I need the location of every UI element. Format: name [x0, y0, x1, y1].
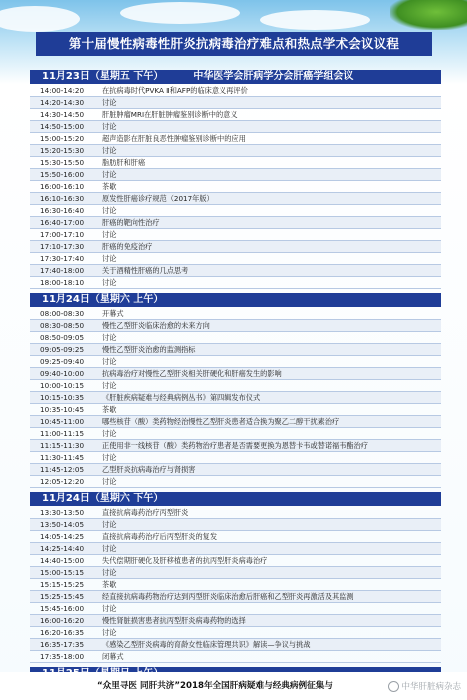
- footer-text: “众里寻医 同肝共济”2018年全国肝病疑难与经典病例征集与: [0, 672, 467, 700]
- agenda-time: 14:30-14:50: [40, 110, 85, 119]
- agenda-row: [30, 133, 441, 145]
- cloud-decoration: [120, 2, 240, 24]
- agenda-topic: 讨论: [102, 357, 117, 366]
- agenda-row: [30, 627, 441, 639]
- agenda-row: [30, 85, 441, 97]
- page-title: 第十届慢性病毒性肝炎抗病毒治疗难点和热点学术会议议程: [36, 32, 432, 56]
- agenda-row: [30, 169, 441, 181]
- agenda-topic: 讨论: [102, 628, 117, 637]
- agenda-topic: 在抗病毒时代PVKA Ⅱ和AFP的临床意义再评价: [102, 86, 248, 95]
- agenda-row: [30, 205, 441, 217]
- agenda-topic: 讨论: [102, 381, 117, 390]
- agenda-topic: 讨论: [102, 146, 117, 155]
- agenda-time: 11:00-11:15: [40, 429, 85, 438]
- agenda-topic: 讨论: [102, 544, 117, 553]
- agenda-time: 15:00-15:20: [40, 134, 85, 143]
- agenda-topic: 讨论: [102, 278, 117, 287]
- agenda-topic: 慢性乙型肝炎治愈的监测指标: [102, 345, 196, 354]
- agenda-time: 14:00-14:20: [40, 86, 85, 95]
- agenda-time: 08:00-08:30: [40, 309, 85, 318]
- agenda-topic: 讨论: [102, 170, 117, 179]
- agenda-time: 11:45-12:05: [40, 465, 85, 474]
- watermark: [388, 680, 461, 692]
- agenda-row: [30, 109, 441, 121]
- agenda-row: [30, 543, 441, 555]
- agenda-row: [30, 97, 441, 109]
- agenda-topic: 讨论: [102, 122, 117, 131]
- agenda-topic: 失代偿期肝硬化及肝移植患者的抗丙型肝炎病毒治疗: [102, 556, 268, 565]
- agenda-row: [30, 392, 441, 404]
- agenda-row: [30, 332, 441, 344]
- agenda-time: 16:30-16:40: [40, 206, 85, 215]
- agenda-topic: 讨论: [102, 568, 117, 577]
- cloud-decoration: [0, 6, 80, 32]
- agenda-time: 10:15-10:35: [40, 393, 85, 402]
- agenda-topic: 讨论: [102, 604, 117, 613]
- agenda-row: [30, 416, 441, 428]
- agenda-time: 16:00-16:20: [40, 616, 85, 625]
- agenda-topic: 茶歇: [102, 405, 117, 414]
- agenda-row: [30, 344, 441, 356]
- cloud-decoration: [260, 10, 370, 30]
- agenda-time: 10:45-11:00: [40, 417, 85, 426]
- agenda-time: 14:40-15:00: [40, 556, 85, 565]
- section-header: [30, 293, 441, 307]
- agenda-topic: 超声造影在肝脏良恶性肿瘤鉴别诊断中的应用: [102, 134, 246, 143]
- agenda-topic: 经直接抗病毒药物治疗达到丙型肝炎临床治愈后肝癌和乙型肝炎再激活及其监测: [102, 592, 354, 601]
- agenda-time: 17:30-17:40: [40, 254, 85, 263]
- agenda-topic: 《感染乙型肝炎病毒的育龄女性临床管理共识》解读—争议与挑战: [102, 640, 311, 649]
- section-header: [30, 70, 441, 84]
- agenda-topic: 讨论: [102, 98, 117, 107]
- agenda-row: [30, 651, 441, 663]
- agenda-row: [30, 229, 441, 241]
- agenda-row: [30, 464, 441, 476]
- agenda-time: 15:45-16:00: [40, 604, 85, 613]
- agenda-time: 15:20-15:30: [40, 146, 85, 155]
- agenda-time: 08:30-08:50: [40, 321, 85, 330]
- agenda-topic: 正使用非一线核苷（酸）类药物治疗患者是否需要更换为恩替卡韦或替诺福韦酯治疗: [102, 441, 368, 450]
- section-organizer: 中华医学会肝病学分会肝癌学组会议: [193, 71, 354, 82]
- agenda-row: [30, 452, 441, 464]
- agenda-topic: 讨论: [102, 333, 117, 342]
- agenda-time: 15:00-15:15: [40, 568, 85, 577]
- agenda-time: 16:40-17:00: [40, 218, 85, 227]
- section-header: [30, 492, 441, 506]
- agenda-time: 13:30-13:50: [40, 508, 85, 517]
- watermark-text: 中华肝脏病杂志: [401, 682, 461, 692]
- agenda-time: 09:40-10:00: [40, 369, 85, 378]
- agenda-topic: 直接抗病毒药治疗丙型肝炎: [102, 508, 189, 517]
- agenda-row: [30, 507, 441, 519]
- agenda-row: [30, 603, 441, 615]
- agenda-time: 15:25-15:45: [40, 592, 85, 601]
- agenda-time: 09:25-09:40: [40, 357, 85, 366]
- agenda-row: [30, 579, 441, 591]
- agenda-topic: 原发性肝癌诊疗规范（2017年版）: [102, 194, 214, 203]
- agenda-row: [30, 145, 441, 157]
- agenda-time: 14:05-14:25: [40, 532, 85, 541]
- agenda-time: 15:15-15:25: [40, 580, 85, 589]
- section-date: 11月24日（星期六 下午）: [42, 493, 164, 504]
- agenda-row: [30, 567, 441, 579]
- agenda-topic: 肝脏肿瘤MRI在肝脏肿瘤鉴别诊断中的意义: [102, 110, 238, 119]
- agenda-row: [30, 121, 441, 133]
- agenda-time: 11:30-11:45: [40, 453, 85, 462]
- agenda-time: 16:00-16:10: [40, 182, 85, 191]
- agenda-row: [30, 428, 441, 440]
- agenda-row: [30, 380, 441, 392]
- agenda-time: 15:30-15:50: [40, 158, 85, 167]
- agenda-topic: 茶歇: [102, 580, 117, 589]
- agenda-topic: 慢性乙型肝炎临床治愈的未来方向: [102, 321, 210, 330]
- agenda-row: [30, 368, 441, 380]
- agenda-topic: 哪些核苷（酸）类药物经治慢性乙型肝炎患者适合换为聚乙二醇干扰素治疗: [102, 417, 340, 426]
- agenda-topic: 闭幕式: [102, 652, 124, 661]
- agenda-topic: 《肝脏疾病疑难与经典病例丛书》第四辑发布仪式: [102, 393, 261, 402]
- agenda-time: 09:05-09:25: [40, 345, 85, 354]
- agenda-topic: 肝癌的免疫治疗: [102, 242, 153, 251]
- section-date: 11月23日（星期五 下午）: [42, 71, 164, 82]
- agenda-row: [30, 157, 441, 169]
- agenda-row: [30, 320, 441, 332]
- agenda-time: 17:10-17:30: [40, 242, 85, 251]
- agenda-time: 13:50-14:05: [40, 520, 85, 529]
- agenda-row: [30, 308, 441, 320]
- agenda-row: [30, 217, 441, 229]
- agenda-topic: 慢性肾脏损害患者抗丙型肝炎病毒药物的选择: [102, 616, 246, 625]
- agenda-topic: 讨论: [102, 520, 117, 529]
- agenda-row: [30, 440, 441, 452]
- agenda-topic: 关于酒精性肝癌的几点思考: [102, 266, 189, 275]
- agenda-time: 16:10-16:30: [40, 194, 85, 203]
- agenda-row: [30, 356, 441, 368]
- agenda-row: [30, 519, 441, 531]
- agenda-time: 14:20-14:30: [40, 98, 85, 107]
- agenda-time: 10:35-10:45: [40, 405, 85, 414]
- agenda-row: [30, 591, 441, 603]
- agenda-row: [30, 555, 441, 567]
- agenda-row: [30, 476, 441, 488]
- agenda-row: [30, 265, 441, 277]
- agenda-time: 11:15-11:30: [40, 441, 85, 450]
- agenda-time: 15:50-16:00: [40, 170, 85, 179]
- agenda-topic: 讨论: [102, 477, 117, 486]
- agenda-time: 16:35-17:35: [40, 640, 85, 649]
- agenda-topic: 乙型肝炎抗病毒治疗与肾损害: [102, 465, 196, 474]
- agenda-row: [30, 241, 441, 253]
- agenda-topic: 抗病毒治疗对慢性乙型肝炎相关肝硬化和肝癌发生的影响: [102, 369, 282, 378]
- agenda-topic: 讨论: [102, 429, 117, 438]
- agenda-row: [30, 253, 441, 265]
- agenda-topic: 开幕式: [102, 309, 124, 318]
- agenda-row: [30, 181, 441, 193]
- agenda-time: 14:25-14:40: [40, 544, 85, 553]
- agenda-topic: 讨论: [102, 254, 117, 263]
- agenda-table: [30, 70, 441, 682]
- agenda-time: 18:00-18:10: [40, 278, 85, 287]
- agenda-topic: 直接抗病毒药治疗后丙型肝炎的复发: [102, 532, 218, 541]
- agenda-row: [30, 404, 441, 416]
- agenda-row: [30, 193, 441, 205]
- agenda-time: 17:40-18:00: [40, 266, 85, 275]
- agenda-time: 17:00-17:10: [40, 230, 85, 239]
- agenda-topic: 脂肪肝和肝癌: [102, 158, 146, 167]
- agenda-time: 17:35-18:00: [40, 652, 85, 661]
- agenda-topic: 讨论: [102, 206, 117, 215]
- agenda-topic: 肝癌的靶向性治疗: [102, 218, 160, 227]
- agenda-topic: 讨论: [102, 453, 117, 462]
- agenda-time: 08:50-09:05: [40, 333, 85, 342]
- agenda-row: [30, 615, 441, 627]
- agenda-time: 10:00-10:15: [40, 381, 85, 390]
- agenda-row: [30, 277, 441, 289]
- agenda-time: 16:20-16:35: [40, 628, 85, 637]
- leaf-decoration: [390, 0, 467, 30]
- agenda-row: [30, 531, 441, 543]
- section-date: 11月24日（星期六 上午）: [42, 294, 164, 305]
- agenda-time: 12:05-12:20: [40, 477, 85, 486]
- agenda-topic: 茶歇: [102, 182, 117, 191]
- agenda-time: 14:50-15:00: [40, 122, 85, 131]
- wechat-icon: [388, 681, 399, 692]
- agenda-topic: 讨论: [102, 230, 117, 239]
- agenda-row: [30, 639, 441, 651]
